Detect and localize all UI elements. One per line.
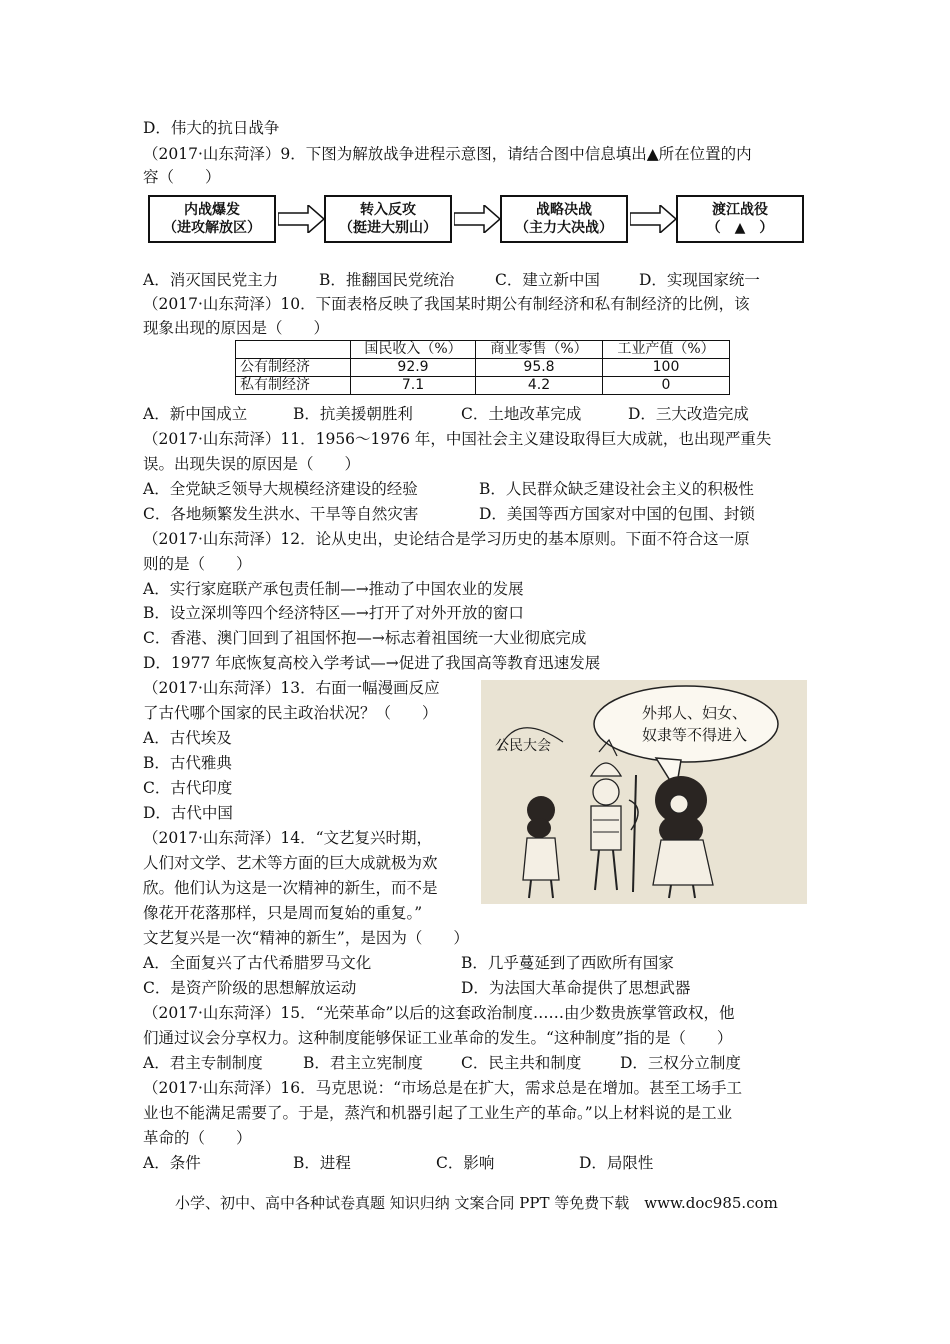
flow-step-sub: （挺进大别山） <box>339 220 437 236</box>
q12-option-a[interactable]: A．实行家庭联产承包责任制—→推动了中国农业的发展 <box>143 580 524 598</box>
q14-options-row1 <box>143 953 803 973</box>
athens-assembly-cartoon <box>481 680 807 904</box>
flow-step-1 <box>148 195 276 243</box>
q16-options <box>143 1153 803 1173</box>
table-row <box>236 359 730 377</box>
bubble-line-2: 奴隶等不得进入 <box>642 726 748 744</box>
table-header <box>236 341 351 359</box>
option-d[interactable]: D．实现国家统一 <box>639 271 760 289</box>
flow-step-title: 渡江战役 <box>712 202 768 218</box>
option-b[interactable]: B．进程 <box>293 1154 351 1172</box>
table-cell: 95.8 <box>476 359 603 377</box>
table-cell: 4.2 <box>476 377 603 395</box>
table-cell: 公有制经济 <box>236 359 351 377</box>
table-header: 工业产值（%） <box>603 341 730 359</box>
q13-option-a[interactable]: A．古代埃及 <box>143 729 232 747</box>
option-d[interactable]: D．三大改造完成 <box>628 405 749 423</box>
table-header: 商业零售（%） <box>476 341 603 359</box>
flow-arrow-icon <box>630 205 678 233</box>
option-c[interactable]: C．影响 <box>436 1154 495 1172</box>
flow-step-title: 战略决战 <box>536 202 592 218</box>
option-c[interactable]: C．各地频繁发生洪水、干旱等自然灾害 <box>143 505 419 523</box>
economy-table <box>235 340 730 395</box>
table-row <box>236 377 730 395</box>
flow-step-sub: （主力大决战） <box>515 220 613 236</box>
q14-stem: （2017·山东菏泽）14．“文艺复兴时期， <box>143 829 433 847</box>
q15-stem: （2017·山东菏泽）15．“光荣革命”以后的这套政治制度……由少数贵族掌管政权，他 <box>143 1004 735 1022</box>
q15-stem-cont: 们通过议会分享权力。这种制度能够保证工业革命的发生。“这种制度”指的是（ ） <box>143 1029 733 1047</box>
q10-stem-cont: 现象出现的原因是（ ） <box>143 319 330 337</box>
q8-option-d: D．伟大的抗日战争 <box>143 119 280 137</box>
option-d[interactable]: D．美国等西方国家对中国的包围、封锁 <box>479 505 755 523</box>
q10-options <box>143 404 793 424</box>
table-cell: 私有制经济 <box>236 377 351 395</box>
q14-stem-cont: 人们对文学、艺术等方面的巨大成就极为欢 <box>143 854 438 872</box>
option-a[interactable]: A．全党缺乏领导大规模经济建设的经验 <box>143 480 418 498</box>
flow-step-4 <box>676 195 804 243</box>
page-footer: 小学、初中、高中各种试卷真题 知识归纳 文案合同 PPT 等免费下载 www.doc985.com <box>175 1194 778 1212</box>
q9-options <box>143 270 793 290</box>
q12-stem: （2017·山东菏泽）12．论从史出，史论结合是学习历史的基本原则。下面不符合这一原 <box>143 530 750 548</box>
flow-step-3 <box>500 195 628 243</box>
option-c[interactable]: C．建立新中国 <box>495 271 600 289</box>
table-header-row <box>236 341 730 359</box>
q14-question: 文艺复兴是一次“精神的新生”，是因为（ ） <box>143 929 469 947</box>
option-b[interactable]: B．抗美援朝胜利 <box>293 405 413 423</box>
option-c[interactable]: C．土地改革完成 <box>461 405 582 423</box>
q16-stem-cont: 业也不能满足需要了。于是，蒸汽和机器引起了工业生产的革命。”以上材料说的是工业 <box>143 1104 733 1122</box>
option-a[interactable]: A．新中国成立 <box>143 405 248 423</box>
q14-stem-cont: 欣。他们认为这是一次精神的新生，而不是 <box>143 879 438 897</box>
table-cell: 0 <box>603 377 730 395</box>
table-cell: 100 <box>603 359 730 377</box>
option-d[interactable]: D．局限性 <box>579 1154 654 1172</box>
q15-options <box>143 1053 803 1073</box>
flow-step-sub: （进攻解放区） <box>163 220 261 236</box>
q11-options-row2 <box>143 504 803 524</box>
option-a[interactable]: A．全面复兴了古代希腊罗马文化 <box>143 954 372 972</box>
q12-option-c[interactable]: C．香港、澳门回到了祖国怀抱—→标志着祖国统一大业彻底完成 <box>143 629 587 647</box>
q11-stem: （2017·山东菏泽）11．1956～1976 年，中国社会主义建设取得巨大成就，也出现严重失 <box>143 430 772 448</box>
table-cell: 92.9 <box>351 359 476 377</box>
q16-stem: （2017·山东菏泽）16．马克思说：“市场总是在扩大，需求总是在增加。甚至工场手工 <box>143 1079 743 1097</box>
option-d[interactable]: D．为法国大革命提供了思想武器 <box>461 979 691 997</box>
q11-options-row1 <box>143 479 803 499</box>
option-a[interactable]: A．消灭国民党主力 <box>143 271 279 289</box>
option-b[interactable]: B．几乎蔓延到了西欧所有国家 <box>461 954 674 972</box>
assembly-sign: 公民大会 <box>495 738 551 754</box>
q11-stem-cont: 误。出现失误的原因是（ ） <box>143 455 361 473</box>
q12-option-d[interactable]: D．1977 年底恢复高校入学考试—→促进了我国高等教育迅速发展 <box>143 654 601 672</box>
q13-option-b[interactable]: B．古代雅典 <box>143 754 232 772</box>
flow-step-title: 内战爆发 <box>184 202 240 218</box>
flow-step-sub: （ ▲ ） <box>706 220 774 236</box>
flow-step-2 <box>324 195 452 243</box>
cartoon-illustration <box>481 680 807 904</box>
option-a[interactable]: A．君主专制制度 <box>143 1054 263 1072</box>
option-b[interactable]: B．推翻国民党统治 <box>319 271 455 289</box>
option-a[interactable]: A．条件 <box>143 1154 201 1172</box>
table-cell: 7.1 <box>351 377 476 395</box>
option-b[interactable]: B．君主立宪制度 <box>303 1054 423 1072</box>
q12-option-b[interactable]: B．设立深圳等四个经济特区—→打开了对外开放的窗口 <box>143 604 524 622</box>
q9-stem: （2017·山东菏泽）9．下图为解放战争进程示意图，请结合图中信息填出▲所在位置的内 <box>143 145 752 163</box>
bubble-line-1: 外邦人、妇女、 <box>642 704 748 722</box>
q16-stem-cont: 革命的（ ） <box>143 1129 252 1147</box>
q13-option-c[interactable]: C．古代印度 <box>143 779 233 797</box>
q13-stem: （2017·山东菏泽）13．右面一幅漫画反应 <box>143 679 440 697</box>
q13-option-d[interactable]: D．古代中国 <box>143 804 233 822</box>
option-c[interactable]: C．是资产阶级的思想解放运动 <box>143 979 357 997</box>
q12-stem-cont: 则的是（ ） <box>143 555 252 573</box>
q9-stem-cont: 容（ ） <box>143 168 221 186</box>
q14-stem-cont: 像花开花落那样，只是周而复始的重复。” <box>143 904 423 922</box>
option-b[interactable]: B．人民群众缺乏建设社会主义的积极性 <box>479 480 754 498</box>
q14-options-row2 <box>143 978 803 998</box>
flow-arrow-icon <box>454 205 502 233</box>
option-d[interactable]: D．三权分立制度 <box>620 1054 741 1072</box>
table-header: 国民收入（%） <box>351 341 476 359</box>
flow-arrow-icon <box>278 205 326 233</box>
q10-stem: （2017·山东菏泽）10．下面表格反映了我国某时期公有制经济和私有制经济的比例，该 <box>143 295 750 313</box>
flow-step-title: 转入反攻 <box>360 202 416 218</box>
q13-stem-cont: 了古代哪个国家的民主政治状况？（ ） <box>143 704 438 722</box>
option-c[interactable]: C．民主共和制度 <box>461 1054 582 1072</box>
